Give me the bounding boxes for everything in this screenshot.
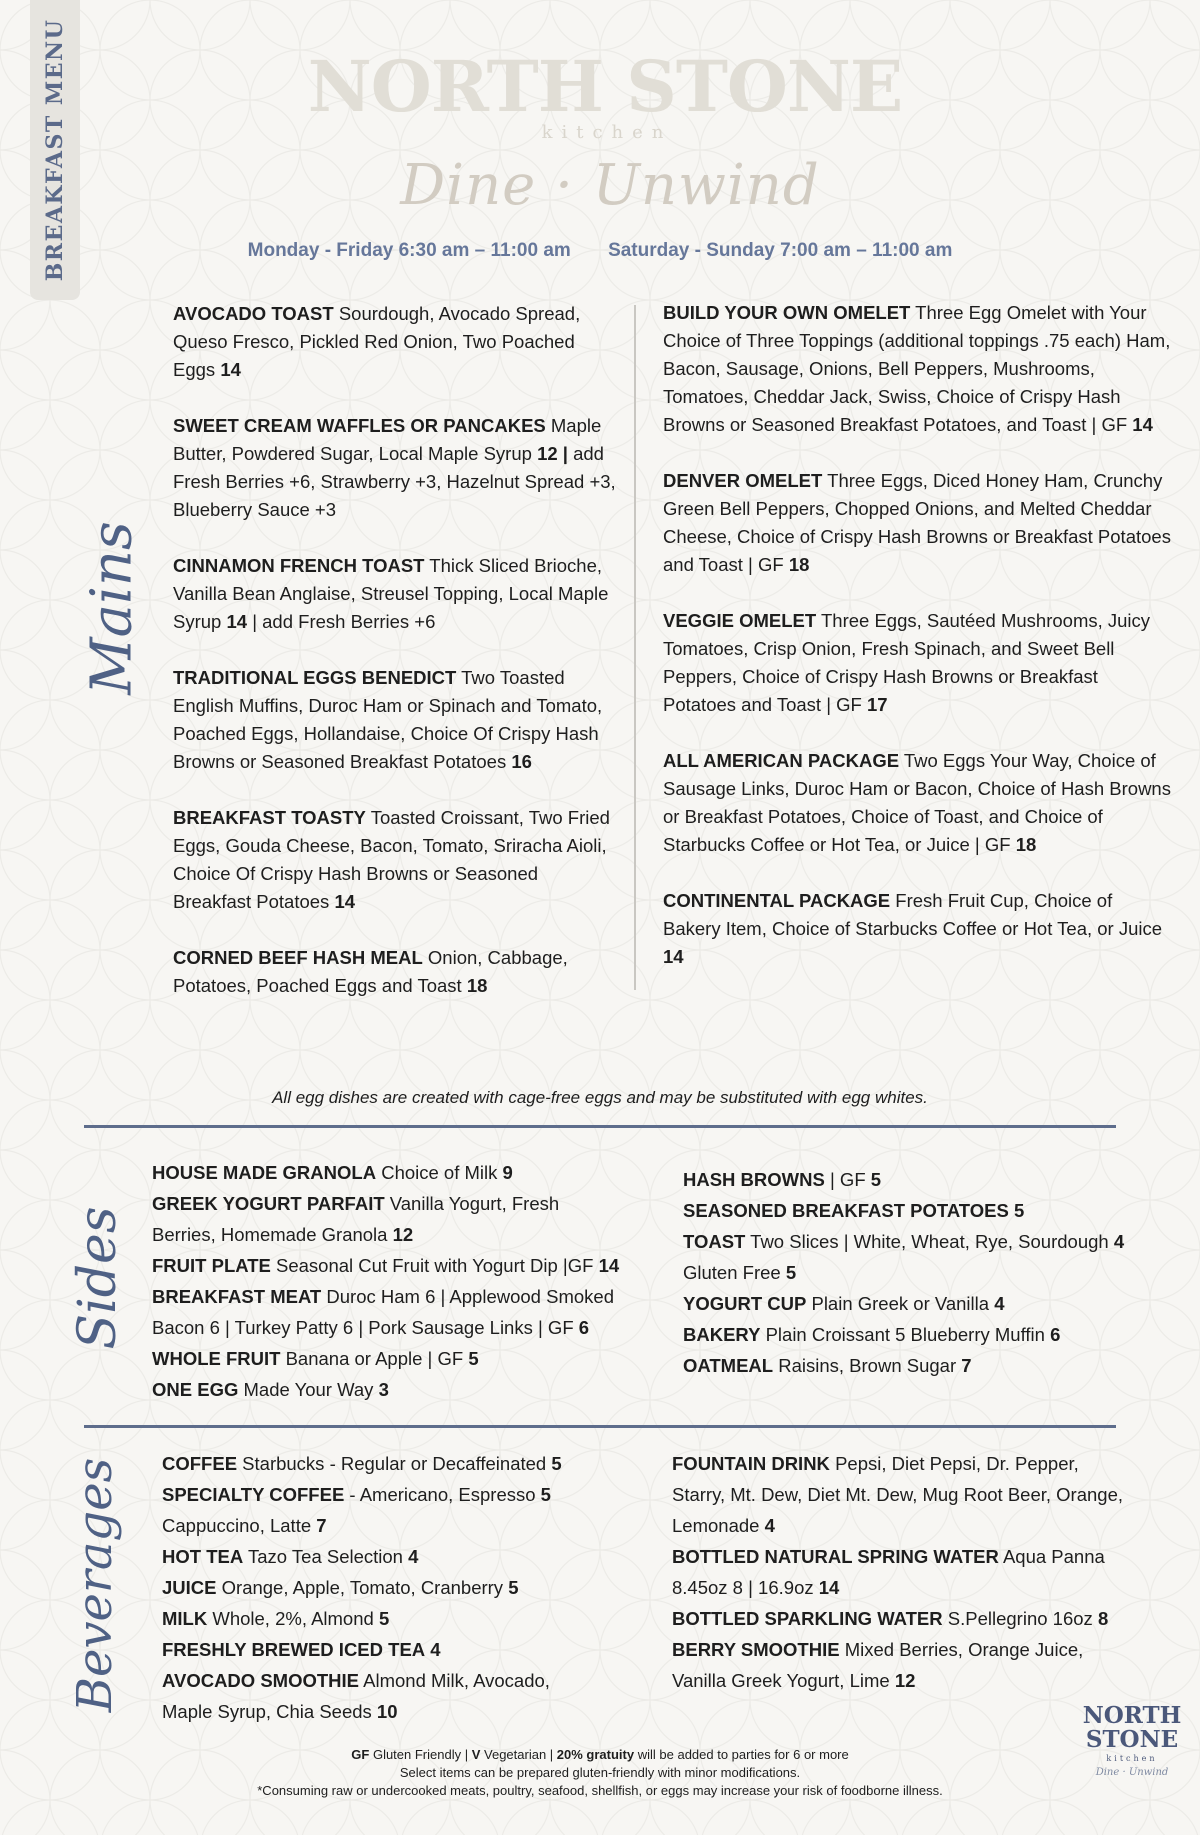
item-price: 14 [226,611,248,632]
list-item [152,1343,619,1374]
list-item [152,1312,619,1343]
item-description: Mixed Berries, Orange Juice, [844,1639,1084,1660]
item-description: Starry, Mt. Dew, Diet Mt. Dew, Mug Root Beer, Orange, [672,1484,1124,1505]
item-description: Lemonade [672,1515,760,1536]
item-name: FRESHLY BREWED ICED TEA [162,1639,426,1660]
beverages-left-list [162,1448,562,1727]
item-price: 4 [408,1546,419,1567]
item-price: 14 [818,1577,840,1598]
corner-logo-tagline: Dine · Unwind [1095,1767,1169,1778]
menu-item [173,552,618,636]
list-item [683,1350,1124,1381]
list-item [152,1157,619,1188]
item-addon: add Fresh Berries +6, Strawberry +3, Hazelnut Spread +3, Blueberry Sauce +3 [173,443,616,520]
item-price: 5 [785,1262,797,1283]
menu-item [173,664,618,776]
item-price: 14 [334,891,356,912]
item-description: Fresh Fruit Cup, Choice of Bakery Item, Choice of Starbucks Coffee or Hot Tea, or Juice [663,890,1163,939]
item-price: 4 [1113,1231,1125,1252]
item-name: AVOCADO SMOOTHIE [162,1670,359,1691]
item-price: 18 [788,554,810,575]
item-price: 4 [994,1293,1005,1314]
item-name: BOTTLED SPARKLING WATER [672,1608,943,1629]
item-description: Banana or Apple | GF [285,1348,464,1369]
list-item [162,1634,562,1665]
item-price: 5 [540,1484,551,1505]
list-item [672,1479,1123,1510]
item-description: Maple Butter, Powdered Sugar, Local Maple Syrup [173,415,602,464]
list-item [672,1634,1123,1665]
item-description: Vanilla Greek Yogurt, Lime [672,1670,890,1691]
list-item [152,1281,619,1312]
item-description: Duroc Ham 6 | Applewood Smoked [326,1286,614,1307]
sides-divider [84,1125,1116,1128]
item-name: HASH BROWNS [683,1169,825,1190]
list-item [162,1479,562,1510]
item-price: 12 [894,1670,916,1691]
item-name: TRADITIONAL EGGS BENEDICT [173,667,457,688]
item-price: 5 [551,1453,562,1474]
item-price: 5 [468,1348,479,1369]
item-price: 12 | [537,443,568,464]
item-description: Vanilla Yogurt, Fresh [389,1193,560,1214]
item-description: Seasonal Cut Fruit with Yogurt Dip |GF [276,1255,594,1276]
list-item [672,1603,1123,1634]
item-price: 14 [1132,414,1153,435]
item-name: OATMEAL [683,1355,774,1376]
footer-health-warning: *Consuming raw or undercooked meats, poultry, seafood, shellfish, or eggs may increase your risk of foodborne illness. [257,1783,943,1798]
item-price: 3 [378,1379,389,1400]
item-name: JUICE [162,1577,217,1598]
item-name: SPECIALTY COFFEE [162,1484,345,1505]
list-item [683,1226,1124,1257]
list-item [672,1510,1123,1541]
item-description: Almond Milk, Avocado, [363,1670,550,1691]
sides-left-list [152,1157,619,1405]
item-name: SEASONED BREAKFAST POTATOES [683,1200,1009,1221]
item-description: Plain Greek or Vanilla [811,1293,990,1314]
list-item [683,1195,1124,1226]
item-name: GREEK YOGURT PARFAIT [152,1193,385,1214]
item-name: BUILD YOUR OWN OMELET [663,302,911,323]
list-item [152,1188,619,1219]
item-name: BOTTLED NATURAL SPRING WATER [672,1546,999,1567]
list-item [162,1572,562,1603]
section-title-beverages: Beverages [67,1457,123,1713]
list-item [683,1164,1124,1195]
list-item [162,1665,562,1696]
item-price: 14 [220,359,241,380]
section-title-sides: Sides [68,1206,128,1350]
item-description: Bacon 6 | Turkey Patty 6 | Pork Sausage Links | GF [152,1317,574,1338]
item-description: Aqua Panna [1002,1546,1105,1567]
item-price: 9 [502,1162,513,1183]
column-divider [634,305,636,990]
list-item [672,1448,1123,1479]
item-name: HOUSE MADE GRANOLA [152,1162,377,1183]
item-name: WHOLE FRUIT [152,1348,281,1369]
weekday-hours: Monday - Friday 6:30 am – 11:00 am [247,240,571,261]
item-name: ONE EGG [152,1379,239,1400]
menu-item [663,299,1173,439]
item-price: 7 [316,1515,327,1536]
item-price: 6 [1050,1324,1061,1345]
item-description: Cappuccino, Latte [162,1515,312,1536]
item-price: 5 [870,1169,882,1190]
footer-notes [140,1746,1060,1800]
item-name: FOUNTAIN DRINK [672,1453,830,1474]
list-item [162,1448,562,1479]
menu-item [663,467,1173,579]
item-name: BREAKFAST TOASTY [173,807,366,828]
item-description: Three Eggs, Diced Honey Ham, Crunchy Green Bell Peppers, Chopped Onions, and Melted Cheddar Cheese, Choice of Crispy Hash Browns or Breakfast Potatoes and Toast | GF [663,470,1171,575]
mains-left-column [173,300,618,1028]
beverages-right-list [672,1448,1123,1696]
corner-logo-line2: STONE [1085,1726,1179,1753]
item-description: Toasted Croissant, Two Fried Eggs, Gouda Cheese, Bacon, Tomato, Sriracha Aioli, Choice Of Crispy Hash Browns or Seasoned Breakfast Potatoes [173,807,610,912]
item-description: Made Your Way [243,1379,374,1400]
item-name: BERRY SMOOTHIE [672,1639,840,1660]
list-item [162,1603,562,1634]
item-name: COFFEE [162,1453,238,1474]
item-description: | GF [829,1169,866,1190]
section-title-mains: Mains [79,521,145,695]
list-item [162,1696,562,1727]
menu-item [173,412,618,524]
side-tab-label: BREAKFAST MENU [42,18,68,282]
item-price: 18 [1015,834,1037,855]
item-description: Tazo Tea Selection [248,1546,403,1567]
item-name: DENVER OMELET [663,470,823,491]
corner-logo-line1: NORTH [1082,1702,1182,1729]
item-name: CINNAMON FRENCH TOAST [173,555,425,576]
item-description: Berries, Homemade Granola [152,1224,388,1245]
list-item [672,1572,1123,1603]
item-name: YOGURT CUP [683,1293,807,1314]
list-item [152,1250,619,1281]
list-item [683,1319,1124,1350]
brand-name: NORTH STONE [307,45,903,128]
item-price: 4 [430,1639,441,1660]
item-description: Orange, Apple, Tomato, Cranberry [221,1577,504,1598]
item-price: 5 [378,1608,390,1629]
menu-item [663,747,1173,859]
list-item [683,1288,1124,1319]
item-description: Gluten Free [683,1262,781,1283]
item-price: 18 [466,975,488,996]
item-description: Three Eggs, Sautéed Mushrooms, Juicy Tomatoes, Crisp Onion, Fresh Spinach, and Sweet Bell Peppers, Choice of Crispy Hash Browns or Breakfast Potatoes and Toast | GF [663,610,1151,715]
item-price: 16 [511,751,532,772]
item-description: Choice of Milk [381,1162,498,1183]
egg-note: All egg dishes are created with cage-free eggs and may be substituted with egg whites. [272,1088,928,1107]
item-price: 4 [764,1515,775,1536]
opening-hours [0,240,1200,262]
item-description: Two Eggs Your Way, Choice of Sausage Links, Duroc Ham or Bacon, Choice of Hash Browns or Breakfast Potatoes, Choice of Toast, and Choice of Starbucks Coffee or Hot Tea, or Juice | GF [663,750,1171,855]
weekend-hours: Saturday - Sunday 7:00 am – 11:00 am [608,240,953,261]
item-price: 6 [578,1317,590,1338]
sides-right-list [683,1164,1124,1381]
beverages-divider [84,1425,1116,1428]
menu-item [173,300,618,384]
item-name: CONTINENTAL PACKAGE [663,890,891,911]
item-addon: | add Fresh Berries +6 [252,611,436,632]
item-name: SWEET CREAM WAFFLES OR PANCAKES [173,415,546,436]
list-item [162,1510,562,1541]
item-name: CORNED BEEF HASH MEAL [173,947,423,968]
item-description: Thick Sliced Brioche, Vanilla Bean Anglaise, Streusel Topping, Local Maple Syrup [173,555,609,632]
item-description: - Americano, Espresso [349,1484,536,1505]
brand-header [0,45,1200,218]
item-description: Three Egg Omelet with Your Choice of Three Toppings (additional toppings .75 each) Ham, Bacon, Sausage, Onions, Bell Peppers, Mushrooms, Tomatoes, Cheddar Jack, Swiss, Choice of Crispy Hash Browns or Seasoned Breakfast Potatoes, and Toast | GF [663,302,1171,435]
list-item [683,1257,1124,1288]
item-name: AVOCADO TOAST [173,303,334,324]
brand-tagline: Dine · Unwind [400,153,820,218]
menu-item [173,944,618,1000]
item-description: Pepsi, Diet Pepsi, Dr. Pepper, [835,1453,1079,1474]
list-item [672,1541,1123,1572]
item-name: TOAST [683,1231,746,1252]
item-price: 12 [392,1224,414,1245]
item-price: 17 [866,694,888,715]
item-name: BREAKFAST MEAT [152,1286,322,1307]
list-item [672,1665,1123,1696]
footer-gluten-note: Select items can be prepared gluten-friendly with minor modifications. [399,1765,801,1780]
item-description: S.Pellegrino 16oz [947,1608,1093,1629]
item-description: Raisins, Brown Sugar [778,1355,957,1376]
item-price: 10 [376,1701,398,1722]
item-description: Sourdough, Avocado Spread, Queso Fresco, Pickled Red Onion, Two Poached Eggs [173,303,581,380]
item-name: FRUIT PLATE [152,1255,271,1276]
brand-sub: kitchen [541,122,673,143]
corner-logo [1082,1704,1182,1778]
list-item [152,1219,619,1250]
menu-item [663,607,1173,719]
corner-logo-sub: kitchen [1106,1754,1158,1763]
item-name: BAKERY [683,1324,761,1345]
menu-item [173,804,618,916]
item-description: Two Toasted English Muffins, Duroc Ham or Spinach and Tomato, Poached Eggs, Hollandaise, Choice Of Crispy Hash Browns or Seasoned Breakfast Potatoes [173,667,603,772]
item-description: Whole, 2%, Almond [212,1608,374,1629]
item-description: Onion, Cabbage, Potatoes, Poached Eggs and Toast [173,947,568,996]
footer-legend: GF Gluten Friendly | V Vegetarian | 20% gratuity will be added to parties for 6 or more [351,1747,849,1762]
item-description: Two Slices | White, Wheat, Rye, Sourdough [750,1231,1109,1252]
item-price: 5 [1014,1200,1025,1221]
item-description: Starbucks - Regular or Decaffeinated [242,1453,547,1474]
list-item [162,1541,562,1572]
item-price: 14 [598,1255,620,1276]
item-price: 8 [1097,1608,1109,1629]
item-description: 8.45oz 8 | 16.9oz [672,1577,814,1598]
menu-item [663,887,1173,971]
item-price: 5 [508,1577,519,1598]
item-description: Plain Croissant 5 Blueberry Muffin [765,1324,1045,1345]
item-name: HOT TEA [162,1546,244,1567]
item-price: 14 [663,946,684,967]
mains-right-column [663,299,1173,999]
item-price: 7 [961,1355,972,1376]
item-name: MILK [162,1608,208,1629]
list-item [152,1374,619,1405]
item-name: VEGGIE OMELET [663,610,817,631]
item-description: Maple Syrup, Chia Seeds [162,1701,372,1722]
item-name: ALL AMERICAN PACKAGE [663,750,900,771]
